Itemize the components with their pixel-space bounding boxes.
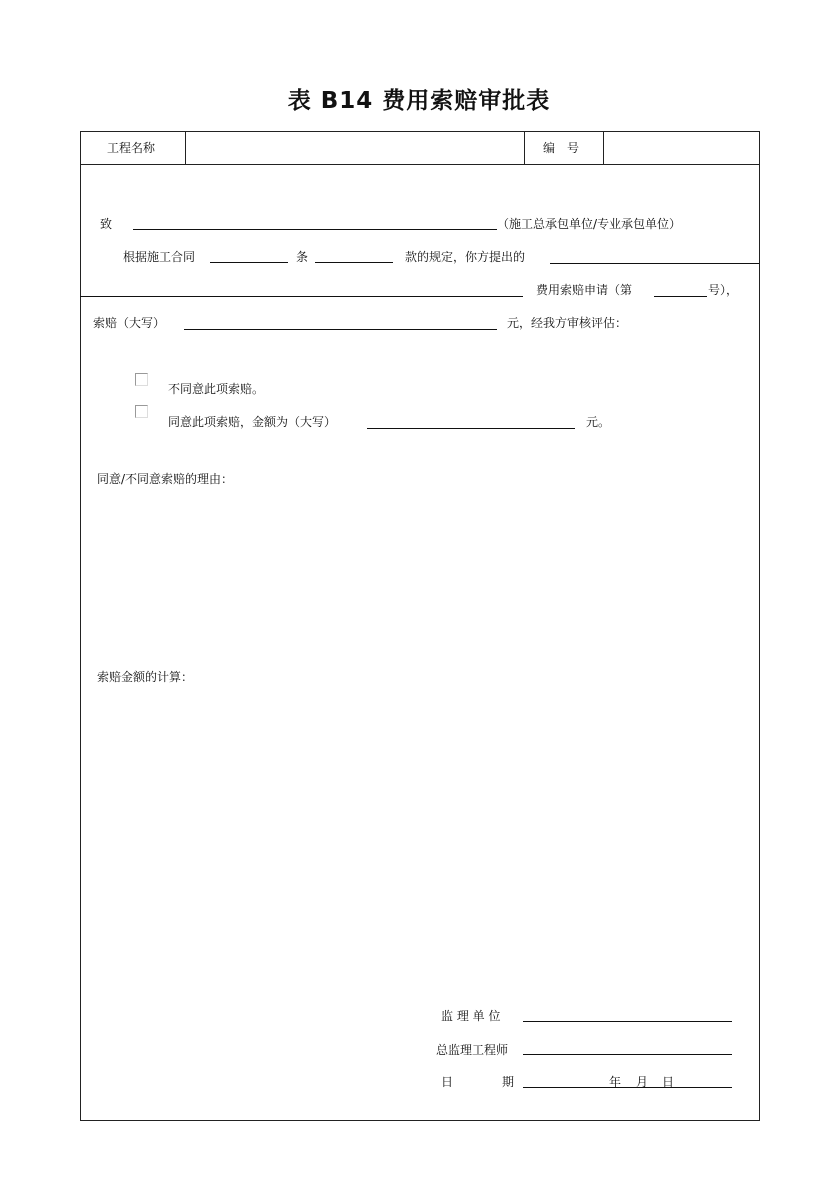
cell-divider <box>603 131 604 164</box>
cell-divider <box>185 131 186 164</box>
calc-label: 索赔金额的计算： <box>97 670 194 684</box>
date-label-day: 日 <box>441 1075 454 1089</box>
cell-divider <box>524 131 525 164</box>
project-name-field[interactable] <box>187 133 522 163</box>
application-label: 费用索赔申请（第 <box>536 283 633 297</box>
claim-label: 索赔（大写） <box>93 316 166 330</box>
agree-checkbox[interactable] <box>135 405 148 418</box>
supervision-unit-field[interactable] <box>523 1021 732 1022</box>
claim-amount-field[interactable] <box>184 329 497 330</box>
contract-prefix: 根据施工合同 <box>123 250 196 264</box>
to-field[interactable] <box>133 229 497 230</box>
application-suffix: 号）， <box>708 283 739 297</box>
agree-amount-field[interactable] <box>367 428 575 429</box>
disagree-checkbox[interactable] <box>135 373 148 386</box>
chief-engineer-field[interactable] <box>523 1054 732 1055</box>
header-divider <box>80 164 759 165</box>
number-field[interactable] <box>605 133 757 163</box>
clause-field[interactable] <box>315 262 393 263</box>
reason-area[interactable] <box>95 490 745 650</box>
article-field[interactable] <box>210 262 288 263</box>
application-number-field[interactable] <box>654 296 707 297</box>
date-label-period: 期 <box>502 1075 515 1089</box>
number-label: 编 号 <box>543 141 580 155</box>
application-field-part2[interactable] <box>80 296 523 297</box>
claim-suffix: 元，经我方审核评估： <box>507 316 628 330</box>
date-field[interactable] <box>523 1087 732 1088</box>
year-label: 年 <box>609 1075 622 1089</box>
application-field-part1[interactable] <box>550 263 759 264</box>
calc-area[interactable] <box>95 690 745 990</box>
disagree-option-label: 不同意此项索赔。 <box>168 382 265 396</box>
page-title: 表 B14 费用索赔审批表 <box>287 88 551 114</box>
article-label: 条 <box>296 250 309 264</box>
reason-label: 同意/不同意索赔的理由： <box>97 472 234 486</box>
day-label: 日 <box>662 1075 675 1089</box>
agree-option-suffix: 元。 <box>586 415 611 429</box>
supervision-unit-label: 监 理 单 位 <box>441 1009 501 1023</box>
clause-suffix: 款的规定，你方提出的 <box>405 250 526 264</box>
chief-engineer-label: 总监理工程师 <box>436 1043 509 1057</box>
month-label: 月 <box>636 1075 649 1089</box>
to-suffix: （施工总承包单位/专业承包单位） <box>497 217 682 231</box>
project-name-label: 工程名称 <box>107 141 156 155</box>
agree-option-label: 同意此项索赔，金额为（大写） <box>168 415 337 429</box>
to-label: 致 <box>100 217 113 231</box>
